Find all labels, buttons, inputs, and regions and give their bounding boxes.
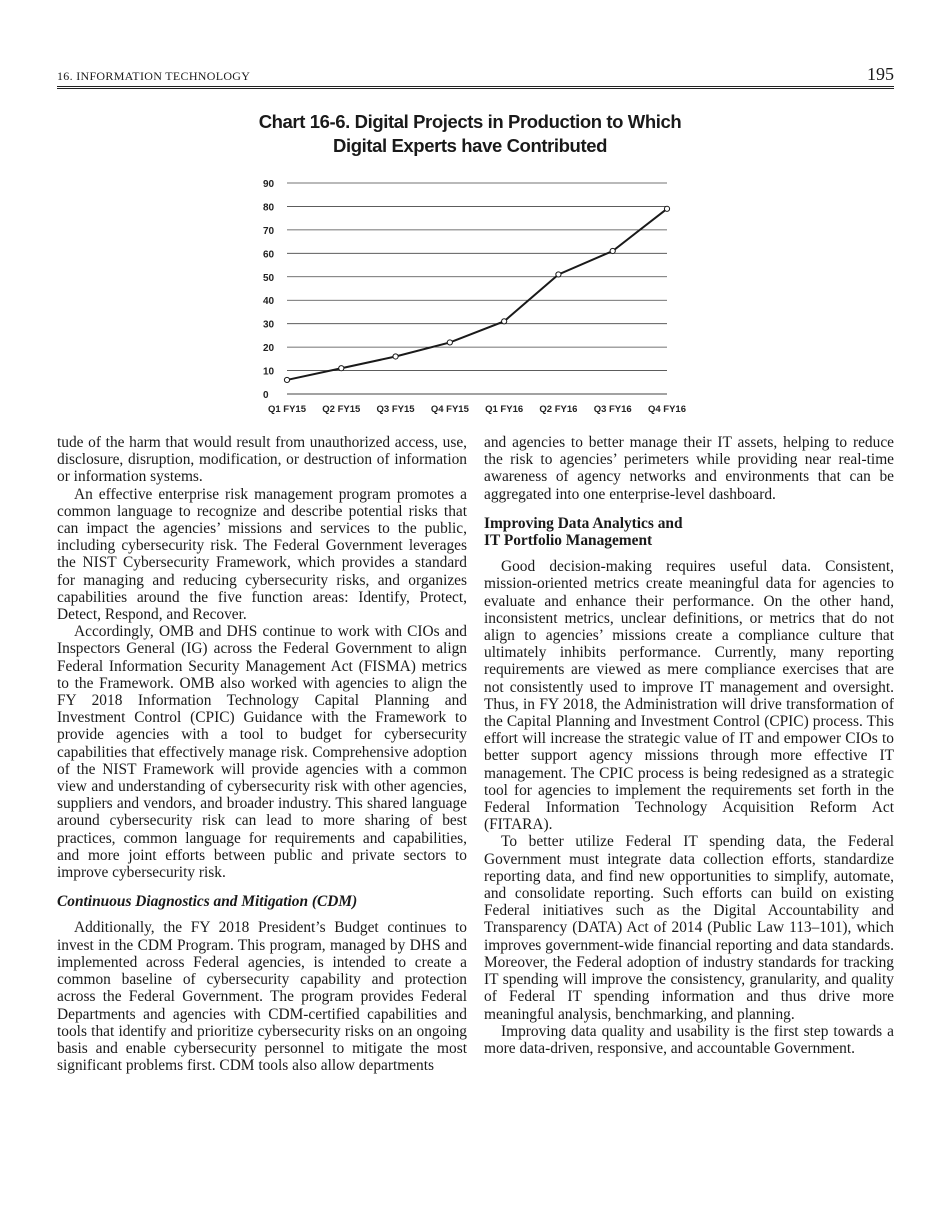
x-tick-label: Q4 FY16 [647, 404, 687, 415]
chart-gridlines [287, 183, 667, 394]
data-point [556, 272, 561, 277]
y-tick-label: 0 [263, 390, 269, 401]
y-tick-label: 70 [263, 225, 275, 237]
paragraph: An effective enterprise risk management program promotes a common language to recognize and describe potential risks that can impact the agencies’ missions and services to the public, including cybersecurity risk. The Federal Government leverages the NIST Cybersecurity Framework, which provides a standard for managing and reducing cybersecurity risks, and organizes capabilities around the five function areas: Identify, Protect, Detect, Respond, and Recover. [57, 485, 467, 624]
data-point [284, 377, 289, 382]
paragraph: Improving data quality and usability is the first step towards a more data-driven, responsive, and accountable Government. [484, 1022, 894, 1057]
paragraph: To better utilize Federal IT spending data, the Federal Government must integrate data collection efforts, standardize reporting data, and find new opportunities to simplify, automate, and consolidate reporting. Such efforts can build on existing Federal initiatives such as the Digital Accountability and Transparency (DATA) Act of 2014 (Public Law 113–101), which improves government-wide financial reporting and data standards. Moreover, the Federal adoption of industry standards for tracking IT spending will improve the consistency, granularity, and quality of Federal IT spending information and thus drive more meaningful analysis, benchmarking, and planning. [484, 833, 894, 1023]
x-tick-label: Q3 FY15 [376, 404, 415, 415]
x-tick-label: Q2 FY15 [322, 404, 361, 415]
paragraph: Accordingly, OMB and DHS continue to work with CIOs and Inspectors General (IG) across the Federal Government to align Federal Information Security Management Act (FISMA) metrics to the Framework. OMB also worked with agencies to align the FY 2018 Information Technology Capital Planning and Investment Control (CPIC) Guidance with the Framework to provide agencies with a tool to budget for cybersecurity capabilities that effectively manage risk. Comprehensive adoption of the NIST Framework will provide agencies with a common view and understanding of cybersecurity risk with other agencies, suppliers and vendors, and broader industry. This shared language around cybersecurity risk can lead to more sharing of best practices, common language for requirements and capabilities, and more joint efforts between public and private sectors to improve cybersecurity risk. [57, 623, 467, 882]
x-tick-label: Q1 FY15 [267, 404, 307, 415]
right-text-column [484, 434, 894, 1057]
y-tick-label: 50 [263, 272, 275, 284]
data-point [610, 248, 615, 253]
chart-title-line-1: Chart 16-6. Digital Projects in Production to Which [258, 111, 682, 132]
running-head-section: 16. INFORMATION TECHNOLOGY [57, 69, 251, 83]
y-tick-label: 40 [263, 296, 275, 308]
data-point [393, 354, 398, 359]
x-tick-label: Q1 FY16 [485, 404, 524, 415]
x-tick-label: Q2 FY16 [539, 404, 578, 415]
line-chart [0, 0, 950, 430]
left-text-column [57, 434, 467, 1074]
data-point [502, 319, 507, 324]
data-point [447, 340, 452, 345]
y-tick-label: 60 [263, 249, 275, 261]
section-heading-data-analytics [484, 515, 894, 549]
chart-title-line-2: Digital Experts have Contributed [333, 135, 607, 156]
paragraph: Good decision-making requires useful data. Consistent, mission-oriented metrics create meaningful data for agencies to evaluate and enhance their performance. On the other hand, inconsistent metrics, unclear definitions, or metrics that do not align to agencies’ missions create a compliance culture that ultimately inhibits performance. Currently, many reporting requirements are viewed as mere compliance exercises that are not consistently used to improve IT management and oversight. Thus, in FY 2018, the Administration will drive transformation of the Capital Planning and Investment Control (CPIC) process. This effort will increase the strategic value of IT and empower CIOs to better support agency missions through more effective IT management. The CPIC process is being redesigned as a strategic tool for agencies to implement the requirements set forth in the Federal Information Technology Acquisition Reform Act (FITARA). [484, 558, 894, 834]
chart-data-points [284, 206, 669, 382]
page-number: 195 [867, 64, 894, 84]
paragraph: and agencies to better manage their IT assets, helping to reduce the risk to agencies’ perimeters while providing near real-time awareness of agency networks and environments that can be aggregated into one enterprise-level dashboard. [484, 434, 894, 503]
data-point [664, 206, 669, 211]
y-axis-tick-labels [263, 179, 275, 401]
heading-line-1: Improving Data Analytics and [484, 514, 683, 532]
y-tick-label: 10 [263, 366, 275, 378]
x-tick-label: Q4 FY15 [430, 404, 469, 415]
section-heading-cdm: Continuous Diagnostics and Mitigation (CDM) [57, 893, 358, 911]
data-point [339, 366, 344, 371]
y-tick-label: 80 [263, 202, 275, 214]
y-tick-label: 90 [263, 179, 275, 190]
y-tick-label: 30 [263, 319, 275, 331]
series-line [287, 209, 667, 380]
paragraph: Additionally, the FY 2018 President’s Budget continues to invest in the CDM Program. This program, managed by DHS and implemented across Federal agencies, is intended to create a common baseline of cybersecurity capability and protection across the Federal Government. The program provides Federal Departments and agencies with CDM-certified capabilities and tools that identify and prioritize cybersecurity risks on an ongoing basis and enable cybersecurity personnel to mitigate the most significant problems first. CDM tools also allow departments [57, 919, 467, 1075]
y-tick-label: 20 [263, 343, 275, 355]
x-tick-label: Q3 FY16 [593, 404, 632, 415]
heading-line-2: IT Portfolio Management [484, 532, 653, 550]
chart-series-line [287, 209, 667, 380]
x-axis-tick-labels [268, 404, 686, 415]
paragraph: tude of the harm that would result from unauthorized access, use, disclosure, disruption, modification, or destruction of information or information systems. [57, 434, 467, 486]
